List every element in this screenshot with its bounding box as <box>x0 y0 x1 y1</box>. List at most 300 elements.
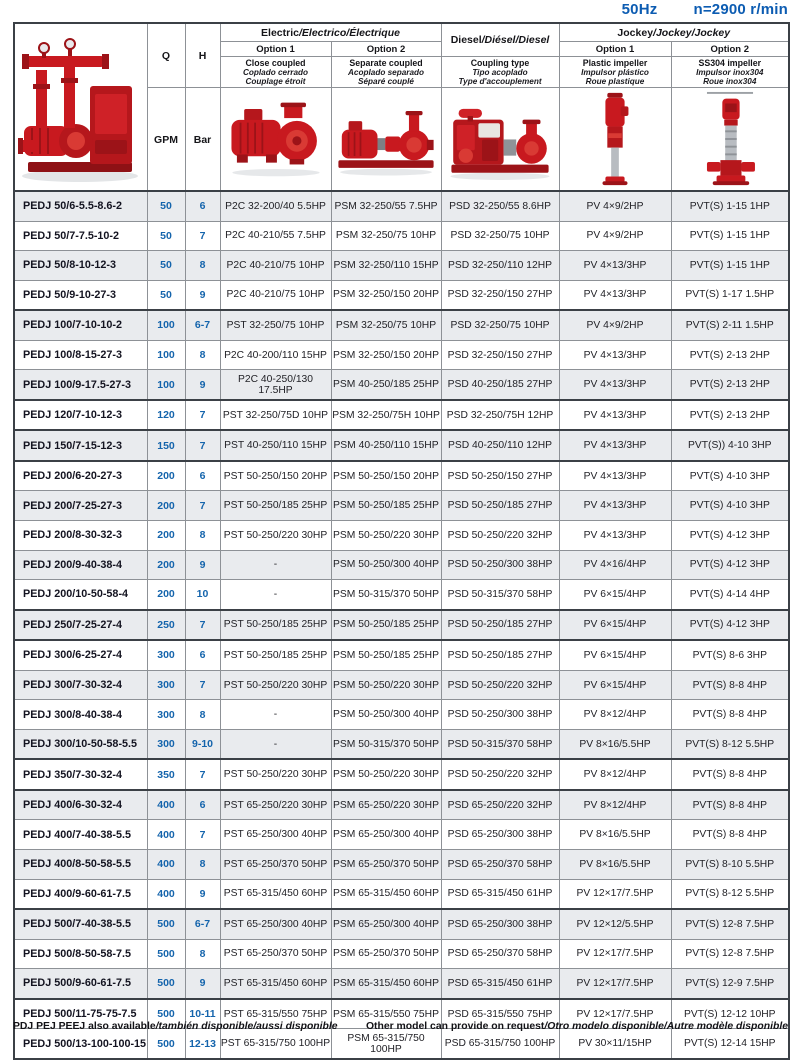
head-bar-cell: 7 <box>185 610 220 641</box>
diesel-cell: PSD 32-250/75 10HP <box>441 221 559 251</box>
electric-option1-cell: - <box>220 580 331 610</box>
electric-option1-cell: - <box>220 729 331 759</box>
electric-option1-cell: - <box>220 700 331 730</box>
diesel-cell: PSD 65-250/370 58HP <box>441 939 559 969</box>
flow-gpm-cell: 120 <box>147 400 185 431</box>
close-coupled-desc <box>220 57 331 88</box>
jockey-option1-cell: PV 4×16/4HP <box>559 550 671 580</box>
head-bar-cell: 6 <box>185 191 220 221</box>
head-bar-cell: 8 <box>185 700 220 730</box>
diesel-section-header <box>441 23 559 57</box>
jockey-option1-cell: PV 4×13/3HP <box>559 280 671 310</box>
head-bar-cell: 6 <box>185 461 220 491</box>
jockey-option1-cell: PV 30×11/15HP <box>559 1029 671 1059</box>
electric-option2-cell: PSM 40-250/110 15HP <box>331 430 441 461</box>
electric-option2-cell: PSM 32-250/55 7.5HP <box>331 191 441 221</box>
close-coupled-line2: Coplado cerrado <box>242 67 309 77</box>
jockey-option2-cell: PVT(S) 8-12 5.5HP <box>671 879 789 909</box>
flow-gpm-cell: 300 <box>147 670 185 700</box>
flow-gpm-cell: 300 <box>147 700 185 730</box>
head-bar-cell: 9 <box>185 550 220 580</box>
electric-option2-cell: PSM 65-315/450 60HP <box>331 969 441 999</box>
head-bar-cell: 8 <box>185 850 220 880</box>
head-bar-cell: 7 <box>185 759 220 790</box>
jockey-option2-cell: PVT(S) 8-8 4HP <box>671 700 789 730</box>
model-cell: PEDJ 500/8-50-58-7.5 <box>14 939 147 969</box>
electric-option1-cell: P2C 40-250/130 17.5HP <box>220 370 331 400</box>
diesel-cell: PSD 32-250/150 27HP <box>441 340 559 370</box>
table-row <box>14 969 789 999</box>
electric-option1-cell: PST 32-250/75 10HP <box>220 310 331 340</box>
head-bar-cell: 9 <box>185 969 220 999</box>
ss304-impeller-desc <box>671 57 789 88</box>
model-cell: PEDJ 200/8-30-32-3 <box>14 521 147 551</box>
diesel-cell: PSD 50-315/370 58HP <box>441 580 559 610</box>
electric-option2-cell: PSM 50-250/220 30HP <box>331 759 441 790</box>
electric-option2-cell: PSM 50-315/370 50HP <box>331 580 441 610</box>
footer-left-note <box>13 1021 338 1032</box>
separate-coupled-line3: Séparé couplé <box>358 77 414 86</box>
jockey-option1-cell: PV 4×13/3HP <box>559 491 671 521</box>
jockey-option2-cell: PVT(S) 4-10 3HP <box>671 491 789 521</box>
flow-gpm-cell: 200 <box>147 491 185 521</box>
model-cell: PEDJ 350/7-30-32-4 <box>14 759 147 790</box>
electric-option1-cell: PST 40-250/110 15HP <box>220 430 331 461</box>
jockey-option1-cell: PV 4×13/3HP <box>559 430 671 461</box>
electric-option1-cell: PST 32-250/75D 10HP <box>220 400 331 431</box>
diesel-cell: PSD 50-250/300 38HP <box>441 550 559 580</box>
flow-gpm-cell: 150 <box>147 430 185 461</box>
electric-option2-cell: PSM 50-250/220 30HP <box>331 670 441 700</box>
table-row <box>14 640 789 670</box>
electric-option1-cell: PST 50-250/220 30HP <box>220 521 331 551</box>
electric-option1-cell: PST 65-315/550 75HP <box>220 999 331 1029</box>
flow-gpm-cell: 50 <box>147 251 185 281</box>
table-row <box>14 221 789 251</box>
head-bar-cell: 7 <box>185 820 220 850</box>
jockey-option2-label: Option 2 <box>710 43 750 55</box>
flow-gpm-cell: 400 <box>147 820 185 850</box>
table-row <box>14 191 789 221</box>
table-row <box>14 430 789 461</box>
jockey-title: Jockey <box>617 26 654 39</box>
electric-option2-cell: PSM 32-250/75H 10HP <box>331 400 441 431</box>
separate-coupled-line2: Acoplado separado <box>348 67 424 77</box>
jockey-option2-cell: PVT(S) 8-8 4HP <box>671 820 789 850</box>
model-cell: PEDJ 50/8-10-12-3 <box>14 251 147 281</box>
model-cell: PEDJ 300/6-25-27-4 <box>14 640 147 670</box>
separate-coupled-photo-cell <box>331 88 441 192</box>
close-coupled-photo-cell <box>220 88 331 192</box>
bar-unit-cell <box>185 88 220 192</box>
head-bar-cell: 8 <box>185 521 220 551</box>
head-bar-cell: 9 <box>185 370 220 400</box>
jockey-option1-label: Option 1 <box>595 43 635 55</box>
table-row <box>14 340 789 370</box>
flow-gpm-cell: 400 <box>147 879 185 909</box>
ss304-vertical-multistage-pump-photo <box>672 88 789 190</box>
electric-option1-cell: PST 65-315/450 60HP <box>220 879 331 909</box>
separate-coupled-line1: Separate coupled <box>349 57 423 68</box>
electric-option1-cell: PST 65-250/220 30HP <box>220 790 331 820</box>
diesel-cell: PSD 50-250/220 32HP <box>441 521 559 551</box>
plastic-impeller-desc <box>559 57 671 88</box>
table-row <box>14 610 789 641</box>
flow-gpm-cell: 200 <box>147 550 185 580</box>
head-bar-cell: 7 <box>185 491 220 521</box>
head-bar-cell: 7 <box>185 221 220 251</box>
diesel-cell: PSD 65-315/550 75HP <box>441 999 559 1029</box>
head-bar-cell: 7 <box>185 430 220 461</box>
electric-option1-cell: PST 50-250/185 25HP <box>220 640 331 670</box>
diesel-cell: PSD 65-315/450 61HP <box>441 969 559 999</box>
jockey-option2-cell: PVT(S) 2-13 2HP <box>671 340 789 370</box>
jockey-option2-cell: PVT(S) 2-11 1.5HP <box>671 310 789 340</box>
electric-option1-cell: P2C 40-210/75 10HP <box>220 251 331 281</box>
electric-option2-cell: PSM 50-250/220 30HP <box>331 521 441 551</box>
jockey-option2-cell: PVT(S) 12-12 10HP <box>671 999 789 1029</box>
diesel-cell: PSD 50-315/370 58HP <box>441 729 559 759</box>
separate-coupled-desc <box>331 57 441 88</box>
flow-gpm-cell: 100 <box>147 310 185 340</box>
electric-option2-cell: PSM 40-250/185 25HP <box>331 370 441 400</box>
jockey-option1-cell: PV 6×15/4HP <box>559 670 671 700</box>
jockey-option2-cell: PVT(S) 4-10 3HP <box>671 461 789 491</box>
jockey-option1-cell: PV 8×12/4HP <box>559 700 671 730</box>
jockey-option1-cell: PV 4×13/3HP <box>559 521 671 551</box>
model-cell: PEDJ 400/6-30-32-4 <box>14 790 147 820</box>
electric-option2-cell: PSM 50-250/150 20HP <box>331 461 441 491</box>
jockey-option1-cell: PV 12×17/7.5HP <box>559 939 671 969</box>
electric-option2-cell: PSM 65-315/450 60HP <box>331 879 441 909</box>
jockey-option1-cell: PV 12×17/7.5HP <box>559 969 671 999</box>
electric-title-intl: /Electrico/Électrique <box>299 26 400 39</box>
jockey-option1-cell: PV 12×12/5.5HP <box>559 909 671 939</box>
close-coupled-pump-photo <box>221 88 331 190</box>
footer-left-en: PDJ PEJ PEEJ also available <box>13 1021 156 1032</box>
table-row <box>14 491 789 521</box>
diesel-cell: PSD 65-250/300 38HP <box>441 820 559 850</box>
coupling-type-line1: Coupling type <box>470 57 530 68</box>
bar-unit-label: Bar <box>193 134 212 146</box>
flow-gpm-cell: 100 <box>147 340 185 370</box>
table-row <box>14 251 789 281</box>
head-bar-cell: 10-11 <box>185 999 220 1029</box>
electric-option1-cell: P2C 32-200/40 5.5HP <box>220 191 331 221</box>
flow-column-header <box>147 23 185 88</box>
flow-gpm-cell: 200 <box>147 521 185 551</box>
jockey-ss304-photo-cell <box>671 88 789 192</box>
model-cell: PEDJ 50/7-7.5-10-2 <box>14 221 147 251</box>
model-cell: PEDJ 200/9-40-38-4 <box>14 550 147 580</box>
jockey-option2-cell: PVT(S) 8-6 3HP <box>671 640 789 670</box>
flow-gpm-cell: 200 <box>147 461 185 491</box>
head-column-header <box>185 23 220 88</box>
table-row <box>14 580 789 610</box>
table-row <box>14 521 789 551</box>
head-bar-cell: 12-13 <box>185 1029 220 1059</box>
jockey-option1-cell: PV 4×9/2HP <box>559 191 671 221</box>
model-cell: PEDJ 500/9-60-61-7.5 <box>14 969 147 999</box>
flow-gpm-cell: 300 <box>147 729 185 759</box>
electric-option2-cell: PSM 50-315/370 50HP <box>331 729 441 759</box>
head-bar-cell: 6 <box>185 640 220 670</box>
jockey-option1-cell: PV 4×9/2HP <box>559 310 671 340</box>
electric-option2-cell: PSM 65-250/300 40HP <box>331 820 441 850</box>
plastic-impeller-line2: Impulsor plástico <box>581 67 649 77</box>
jockey-option1-cell: PV 4×13/3HP <box>559 461 671 491</box>
electric-option1-cell: PST 65-315/450 60HP <box>220 969 331 999</box>
jockey-option1-cell: PV 8×12/4HP <box>559 759 671 790</box>
electric-option2-cell: PSM 50-250/185 25HP <box>331 610 441 641</box>
gpm-unit-cell <box>147 88 185 192</box>
jockey-option1-cell: PV 4×9/2HP <box>559 221 671 251</box>
jockey-option2-cell: PVT(S) 12-9 7.5HP <box>671 969 789 999</box>
diesel-cell: PSD 50-250/185 27HP <box>441 491 559 521</box>
jockey-option1-cell: PV 8×16/5.5HP <box>559 729 671 759</box>
footer-left-intl: /también disponible/aussi disponible <box>155 1021 338 1032</box>
head-bar-cell: 10 <box>185 580 220 610</box>
table-row <box>14 909 789 939</box>
coupling-type-line2: Tipo acoplado <box>472 67 528 77</box>
electric-option2-cell: PSM 32-250/110 15HP <box>331 251 441 281</box>
electric-option2-cell: PSM 50-250/300 40HP <box>331 550 441 580</box>
diesel-cell: PSD 65-250/300 38HP <box>441 909 559 939</box>
gpm-unit-label: GPM <box>154 134 178 146</box>
jockey-option1-cell: PV 4×13/3HP <box>559 340 671 370</box>
diesel-cell: PSD 50-250/220 32HP <box>441 670 559 700</box>
diesel-cell: PSD 50-250/150 27HP <box>441 461 559 491</box>
pump-spec-table <box>13 22 790 1060</box>
jockey-option2-cell: PVT(S) 12-14 15HP <box>671 1029 789 1059</box>
flow-gpm-cell: 500 <box>147 939 185 969</box>
model-cell: PEDJ 50/6-5.5-8.6-2 <box>14 191 147 221</box>
coupling-type-line3: Type d'accouplement <box>458 77 542 86</box>
electric-option1-cell: P2C 40-210/55 7.5HP <box>220 221 331 251</box>
electric-option1-cell: PST 65-250/370 50HP <box>220 850 331 880</box>
flow-gpm-cell: 50 <box>147 221 185 251</box>
electric-option1-cell: PST 50-250/150 20HP <box>220 461 331 491</box>
diesel-title-intl: /Diésel/Diesel <box>481 34 550 46</box>
jockey-option1-header <box>559 42 671 57</box>
model-cell: PEDJ 500/11-75-75-7.5 <box>14 999 147 1029</box>
head-bar-cell: 8 <box>185 251 220 281</box>
model-cell: PEDJ 400/9-60-61-7.5 <box>14 879 147 909</box>
head-bar-cell: 6-7 <box>185 909 220 939</box>
electric-option1-cell: PST 65-250/370 50HP <box>220 939 331 969</box>
electric-option1-cell: P2C 40-200/110 15HP <box>220 340 331 370</box>
table-row <box>14 550 789 580</box>
model-cell: PEDJ 400/7-40-38-5.5 <box>14 820 147 850</box>
table-row <box>14 670 789 700</box>
jockey-option2-cell: PVT(S) 4-12 3HP <box>671 550 789 580</box>
electric-option2-cell: PSM 65-250/370 50HP <box>331 939 441 969</box>
head-bar-cell: 6 <box>185 790 220 820</box>
flow-gpm-cell: 500 <box>147 909 185 939</box>
vertical-jockey-pump-photo <box>560 88 671 190</box>
flow-gpm-cell: 250 <box>147 610 185 641</box>
flow-gpm-cell: 400 <box>147 850 185 880</box>
head-bar-cell: 7 <box>185 670 220 700</box>
electric-option2-cell: PSM 50-250/300 40HP <box>331 700 441 730</box>
diesel-cell: PSD 65-250/370 58HP <box>441 850 559 880</box>
model-cell: PEDJ 100/7-10-10-2 <box>14 310 147 340</box>
electric-option2-cell: PSM 65-315/550 75HP <box>331 999 441 1029</box>
table-row <box>14 790 789 820</box>
jockey-option2-cell: PVT(S) 2-13 2HP <box>671 370 789 400</box>
model-cell: PEDJ 500/7-40-38-5.5 <box>14 909 147 939</box>
model-cell: PEDJ 200/6-20-27-3 <box>14 461 147 491</box>
plastic-impeller-line1: Plastic impeller <box>582 57 648 68</box>
flow-gpm-cell: 350 <box>147 759 185 790</box>
jockey-option2-cell: PVT(S) 8-12 5.5HP <box>671 729 789 759</box>
jockey-option2-cell: PVT(S) 8-8 4HP <box>671 759 789 790</box>
electric-option1-cell: PST 65-250/300 40HP <box>220 820 331 850</box>
model-cell: PEDJ 120/7-10-12-3 <box>14 400 147 431</box>
jockey-option2-cell: PVT(S) 1-15 1HP <box>671 191 789 221</box>
electric-option2-cell: PSM 65-250/300 40HP <box>331 909 441 939</box>
head-bar-cell: 9 <box>185 280 220 310</box>
jockey-option1-cell: PV 6×15/4HP <box>559 610 671 641</box>
ss304-impeller-line2: Impulsor inox304 <box>696 67 764 77</box>
electric-option1-header <box>220 42 331 57</box>
model-cell: PEDJ 50/9-10-27-3 <box>14 280 147 310</box>
flow-gpm-cell: 200 <box>147 580 185 610</box>
rotation-speed-label: n=2900 r/min <box>693 1 788 18</box>
speed-frequency-note <box>13 1 788 18</box>
close-coupled-line3: Couplage étroit <box>245 77 306 86</box>
model-cell: PEDJ 250/7-25-27-4 <box>14 610 147 641</box>
table-row <box>14 400 789 431</box>
electric-option2-cell: PSM 32-250/150 20HP <box>331 280 441 310</box>
footer-right-intl: /Otro modelo disponible/Autre modèle disponible <box>544 1021 788 1032</box>
electric-option2-cell: PSM 65-250/370 50HP <box>331 850 441 880</box>
model-cell: PEDJ 150/7-15-12-3 <box>14 430 147 461</box>
table-row <box>14 1029 789 1059</box>
jockey-option2-cell: PVT(S) 2-13 2HP <box>671 400 789 431</box>
table-row <box>14 820 789 850</box>
electric-title: Electric <box>261 26 299 39</box>
electric-option2-cell: PSM 50-250/185 25HP <box>331 491 441 521</box>
model-cell: PEDJ 500/13-100-100-15 <box>14 1029 147 1059</box>
model-cell: PEDJ 300/8-40-38-4 <box>14 700 147 730</box>
jockey-option2-cell: PVT(S) 1-17 1.5HP <box>671 280 789 310</box>
jockey-option1-cell: PV 12×17/7.5HP <box>559 999 671 1029</box>
head-bar-cell: 8 <box>185 340 220 370</box>
jockey-option2-cell: PVT(S) 4-12 3HP <box>671 610 789 641</box>
electric-section-header <box>220 23 441 42</box>
jockey-option2-header <box>671 42 789 57</box>
diesel-cell: PSD 40-250/110 12HP <box>441 430 559 461</box>
electric-option2-cell: PSM 32-250/75 10HP <box>331 310 441 340</box>
model-cell: PEDJ 300/10-50-58-5.5 <box>14 729 147 759</box>
table-row <box>14 280 789 310</box>
jockey-option1-cell: PV 4×13/3HP <box>559 400 671 431</box>
electric-option2-label: Option 2 <box>366 43 406 55</box>
flow-gpm-cell: 500 <box>147 1029 185 1059</box>
jockey-section-header <box>559 23 789 42</box>
jockey-option2-cell: PVT(S) 8-8 4HP <box>671 790 789 820</box>
head-bar-cell: 9-10 <box>185 729 220 759</box>
electric-option2-cell: PSM 50-250/185 25HP <box>331 640 441 670</box>
jockey-option2-cell: PVT(S) 1-15 1HP <box>671 251 789 281</box>
jockey-option1-cell: PV 12×17/7.5HP <box>559 879 671 909</box>
electric-option2-cell: PSM 32-250/150 20HP <box>331 340 441 370</box>
electric-option1-cell: PST 65-250/300 40HP <box>220 909 331 939</box>
diesel-cell: PSD 40-250/185 27HP <box>441 370 559 400</box>
diesel-photo-cell <box>441 88 559 192</box>
coupling-type-desc <box>441 57 559 88</box>
diesel-cell: PSD 65-250/220 32HP <box>441 790 559 820</box>
electric-option1-cell: - <box>220 550 331 580</box>
head-bar-cell: 7 <box>185 400 220 431</box>
jockey-option1-cell: PV 8×16/5.5HP <box>559 850 671 880</box>
flow-gpm-cell: 50 <box>147 191 185 221</box>
flow-gpm-cell: 500 <box>147 969 185 999</box>
diesel-cell: PSD 65-315/750 100HP <box>441 1029 559 1059</box>
jockey-title-intl: /Jockey/Jockey <box>653 26 731 39</box>
table-row <box>14 729 789 759</box>
head-bar-cell: 8 <box>185 939 220 969</box>
jockey-option1-cell: PV 8×16/5.5HP <box>559 820 671 850</box>
table-row <box>14 879 789 909</box>
electric-option1-cell: PST 50-250/185 25HP <box>220 491 331 521</box>
model-cell: PEDJ 400/8-50-58-5.5 <box>14 850 147 880</box>
diesel-cell: PSD 32-250/75 10HP <box>441 310 559 340</box>
diesel-cell: PSD 50-250/220 32HP <box>441 759 559 790</box>
model-cell: PEDJ 300/7-30-32-4 <box>14 670 147 700</box>
electric-option2-cell: PSM 65-250/220 30HP <box>331 790 441 820</box>
model-cell: PEDJ 200/7-25-27-3 <box>14 491 147 521</box>
footer-right-en: Other model can provide on request <box>365 1021 545 1032</box>
separate-coupled-pump-photo <box>332 88 441 190</box>
jockey-option1-cell: PV 6×15/4HP <box>559 640 671 670</box>
jockey-option2-cell: PVT(S)) 4-10 3HP <box>671 430 789 461</box>
diesel-cell: PSD 50-250/185 27HP <box>441 640 559 670</box>
table-row <box>14 850 789 880</box>
flow-gpm-cell: 500 <box>147 999 185 1029</box>
spec-table-body <box>14 191 789 1059</box>
table-row <box>14 461 789 491</box>
jockey-plastic-photo-cell <box>559 88 671 192</box>
table-row <box>14 370 789 400</box>
flow-gpm-cell: 300 <box>147 640 185 670</box>
diesel-engine-pump-photo <box>442 88 559 190</box>
jockey-option1-cell: PV 6×15/4HP <box>559 580 671 610</box>
footer-notes <box>13 1021 788 1032</box>
q-header-label: Q <box>161 49 171 62</box>
frequency-label: 50Hz <box>621 1 658 18</box>
jockey-option2-cell: PVT(S) 1-15 1HP <box>671 221 789 251</box>
diesel-cell: PSD 32-250/75H 12HP <box>441 400 559 431</box>
jockey-option1-cell: PV 8×12/4HP <box>559 790 671 820</box>
electric-option1-label: Option 1 <box>256 43 295 55</box>
h-header-label: H <box>198 49 207 62</box>
flow-gpm-cell: 50 <box>147 280 185 310</box>
diesel-cell: PSD 32-250/55 8.6HP <box>441 191 559 221</box>
jockey-option2-cell: PVT(S) 4-14 4HP <box>671 580 789 610</box>
diesel-cell: PSD 32-250/150 27HP <box>441 280 559 310</box>
jockey-option2-cell: PVT(S) 8-10 5.5HP <box>671 850 789 880</box>
fire-pump-set-photo <box>15 24 147 190</box>
head-bar-cell: 9 <box>185 879 220 909</box>
diesel-cell: PSD 32-250/110 12HP <box>441 251 559 281</box>
jockey-option2-cell: PVT(S) 12-8 7.5HP <box>671 939 789 969</box>
diesel-title: Diesel <box>450 34 482 46</box>
electric-option1-cell: PST 50-250/220 30HP <box>220 670 331 700</box>
jockey-option2-cell: PVT(S) 12-8 7.5HP <box>671 909 789 939</box>
diesel-cell: PSD 50-250/300 38HP <box>441 700 559 730</box>
